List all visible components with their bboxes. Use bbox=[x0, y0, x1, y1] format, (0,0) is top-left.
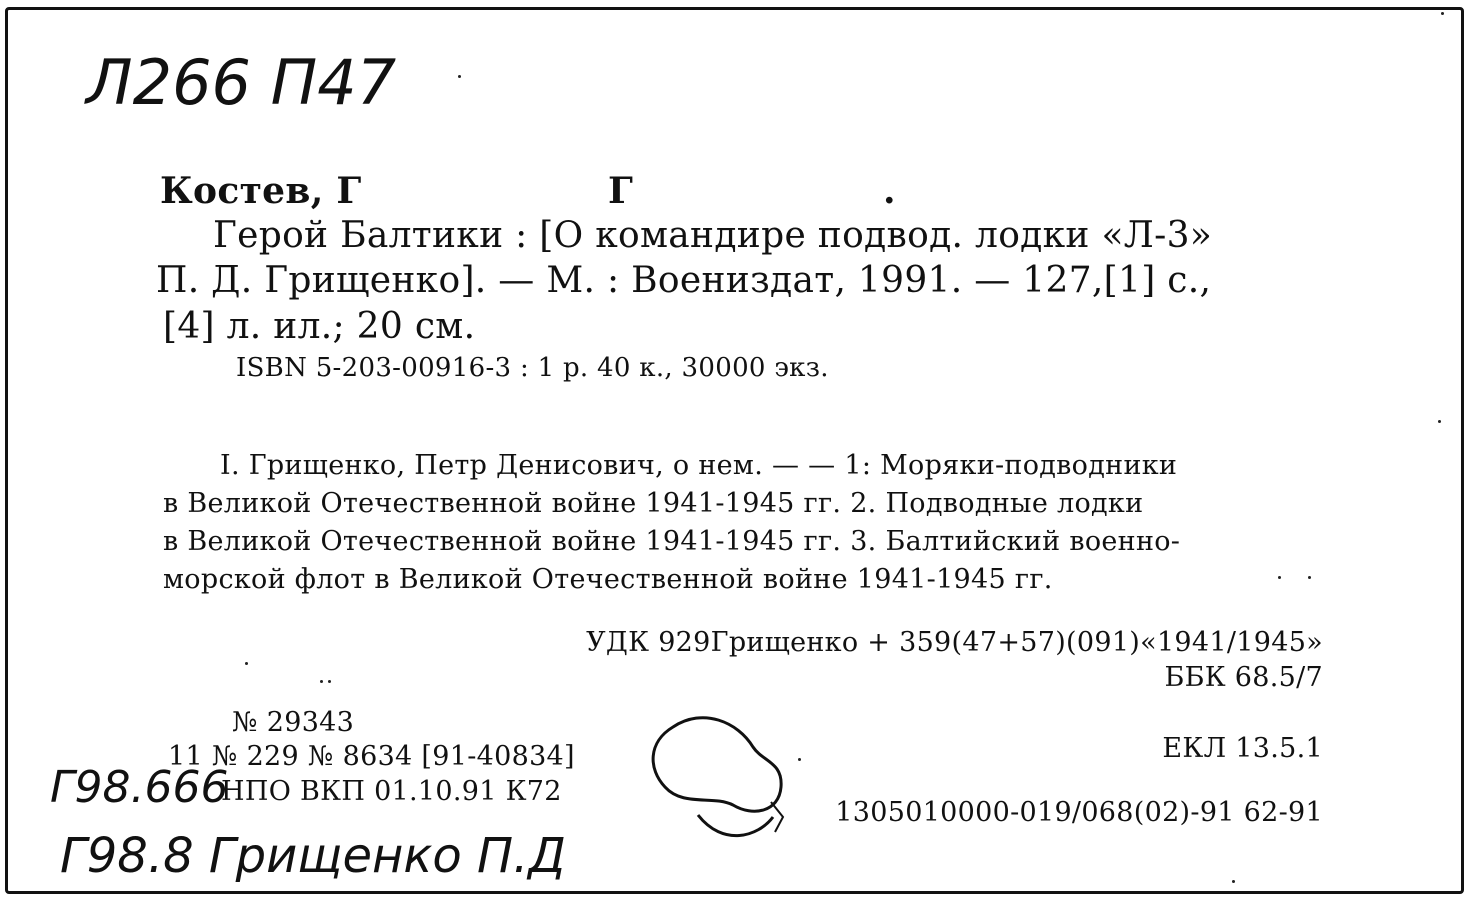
scan-speck bbox=[1438, 420, 1441, 423]
handwritten-shelfmark: Л266 П47 bbox=[86, 46, 397, 119]
ekl-line: ЕКЛ 13.5.1 bbox=[1162, 733, 1323, 764]
subject-line-4: морской флот в Великой Отечественной войне 1941-1945 гг. bbox=[163, 564, 1053, 595]
scan-speck bbox=[798, 758, 801, 761]
author-surname: Костев, Г bbox=[160, 170, 362, 212]
title-line-3: [4] л. ил.; 20 см. bbox=[163, 306, 476, 347]
catalog-card bbox=[5, 7, 1464, 894]
isbn-line: ISBN 5-203-00916-3 : 1 р. 40 к., 30000 экз. bbox=[236, 353, 829, 383]
scan-speck bbox=[1232, 880, 1235, 883]
author-middle-initial: Г bbox=[608, 170, 634, 212]
scan-speck bbox=[1278, 576, 1281, 579]
scan-speck bbox=[1441, 12, 1444, 15]
order-line-2: 11 № 229 № 8634 [91-40834] bbox=[168, 741, 575, 772]
udk-line: УДК 929Грищенко + 359(47+57)(091)«1941/1945» bbox=[586, 627, 1323, 658]
scan-speck bbox=[458, 75, 461, 78]
scan-speck bbox=[320, 680, 323, 683]
handwritten-classification-2: Г98.8 Грищенко П.Д bbox=[60, 828, 566, 884]
subject-line-2: в Великой Отечественной войне 1941-1945 гг. 2. Подводные лодки bbox=[163, 488, 1144, 519]
title-line-1: Герой Балтики : [О командире подвод. лодки «Л-3» bbox=[213, 215, 1213, 256]
subject-line-3: в Великой Отечественной войне 1941-1945 гг. 3. Балтийский военно- bbox=[163, 526, 1181, 557]
order-line-3: НПО ВКП 01.10.91 К72 bbox=[221, 776, 562, 807]
scan-speck bbox=[245, 662, 248, 665]
order-number: № 29343 bbox=[232, 707, 355, 738]
handwritten-classification-1: Г98.666 bbox=[50, 762, 229, 813]
publication-code: 1305010000-019/068(02)-91 62-91 bbox=[835, 797, 1323, 828]
bbk-line: ББК 68.5/7 bbox=[1164, 662, 1323, 693]
subject-line-1: I. Грищенко, Петр Денисович, о нем. — — 1: Моряки-подводники bbox=[220, 450, 1178, 481]
hand-drawn-loop-mark bbox=[643, 707, 803, 857]
scan-speck bbox=[1308, 576, 1311, 579]
author-mark: . bbox=[883, 170, 896, 212]
title-line-2: П. Д. Грищенко]. — М. : Воениздат, 1991. — 127,[1] с., bbox=[156, 260, 1212, 301]
scan-speck bbox=[328, 680, 331, 683]
